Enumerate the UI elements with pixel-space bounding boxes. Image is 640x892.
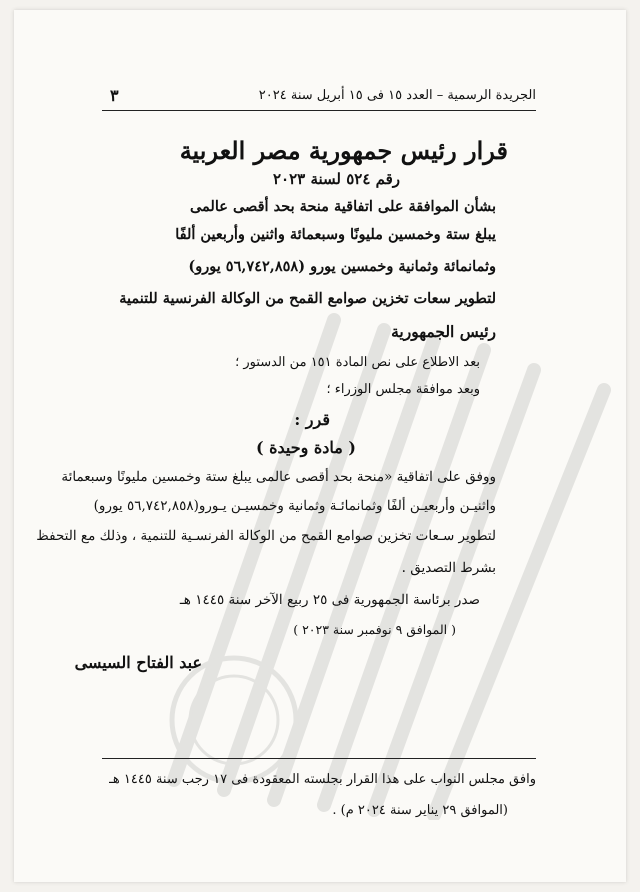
footnote-line: (الموافق ٢٩ يناير سنة ٢٠٢٤ م) .	[332, 803, 508, 818]
page-number: ٣	[110, 86, 119, 105]
subject-line: وثمانمائة وثمانية وخمسين يورو (٥٦,٧٤٢,٨٥٨ يورو)	[188, 258, 496, 275]
footnote-line: وافق مجلس النواب على هذا القرار بجلسته المعقودة فى ١٧ رجب سنة ١٤٤٥ هـ	[109, 772, 536, 787]
article-heading: ( مادة وحيدة )	[255, 438, 356, 457]
article-line: لتطوير سـعات تخزين صوامع القمح من الوكالة الفرنسـية للتنمية ، وذلك مع التحفظ	[36, 528, 496, 544]
subject-line: يبلغ ستة وخمسين مليونًا وسبعمائة واثنين وأربعين ألفًا	[175, 226, 496, 243]
issued-date: صدر برئاسة الجمهورية فى ٢٥ ربيع الآخر سنة ١٤٤٥ هـ	[179, 592, 480, 608]
corresponding-date: ( الموافق ٩ نوفمبر سنة ٢٠٢٣ )	[293, 622, 456, 637]
footnote-divider	[102, 758, 536, 759]
header-divider	[102, 110, 536, 111]
preamble-line: وبعد موافقة مجلس الوزراء ؛	[326, 382, 480, 397]
article-line: ووفق على اتفاقية «منحة بحد أقصى عالمى يبلغ ستة وخمسين مليونًا وسبعمائة	[61, 469, 496, 485]
decree-number: رقم ٥٢٤ لسنة ٢٠٢٣	[273, 170, 400, 188]
article-line: بشرط التصديق .	[401, 560, 496, 576]
subject-line: لتطوير سعات تخزين صوامع القمح من الوكالة الفرنسية للتنمية	[119, 290, 496, 307]
subject-line: بشأن الموافقة على اتفاقية منحة بحد أقصى عالمى	[189, 198, 496, 215]
decided-heading: قرر :	[294, 410, 330, 429]
preamble-line: بعد الاطلاع على نص المادة ١٥١ من الدستور ؛	[235, 355, 480, 370]
decree-title: قرار رئيس جمهورية مصر العربية	[179, 136, 508, 165]
document-page	[14, 10, 626, 882]
president-heading: رئيس الجمهورية	[391, 322, 496, 341]
signature: عبد الفتاح السيسى	[74, 653, 202, 672]
gazette-header: الجريدة الرسمية – العدد ١٥ فى ١٥ أبريل سنة ٢٠٢٤	[258, 88, 536, 103]
article-line: واثنيـن وأربعيـن ألفًا وثمانمائـة وثمانية وخمسيـن يـورو(٥٦,٧٤٢,٨٥٨ يورو)	[93, 498, 496, 514]
